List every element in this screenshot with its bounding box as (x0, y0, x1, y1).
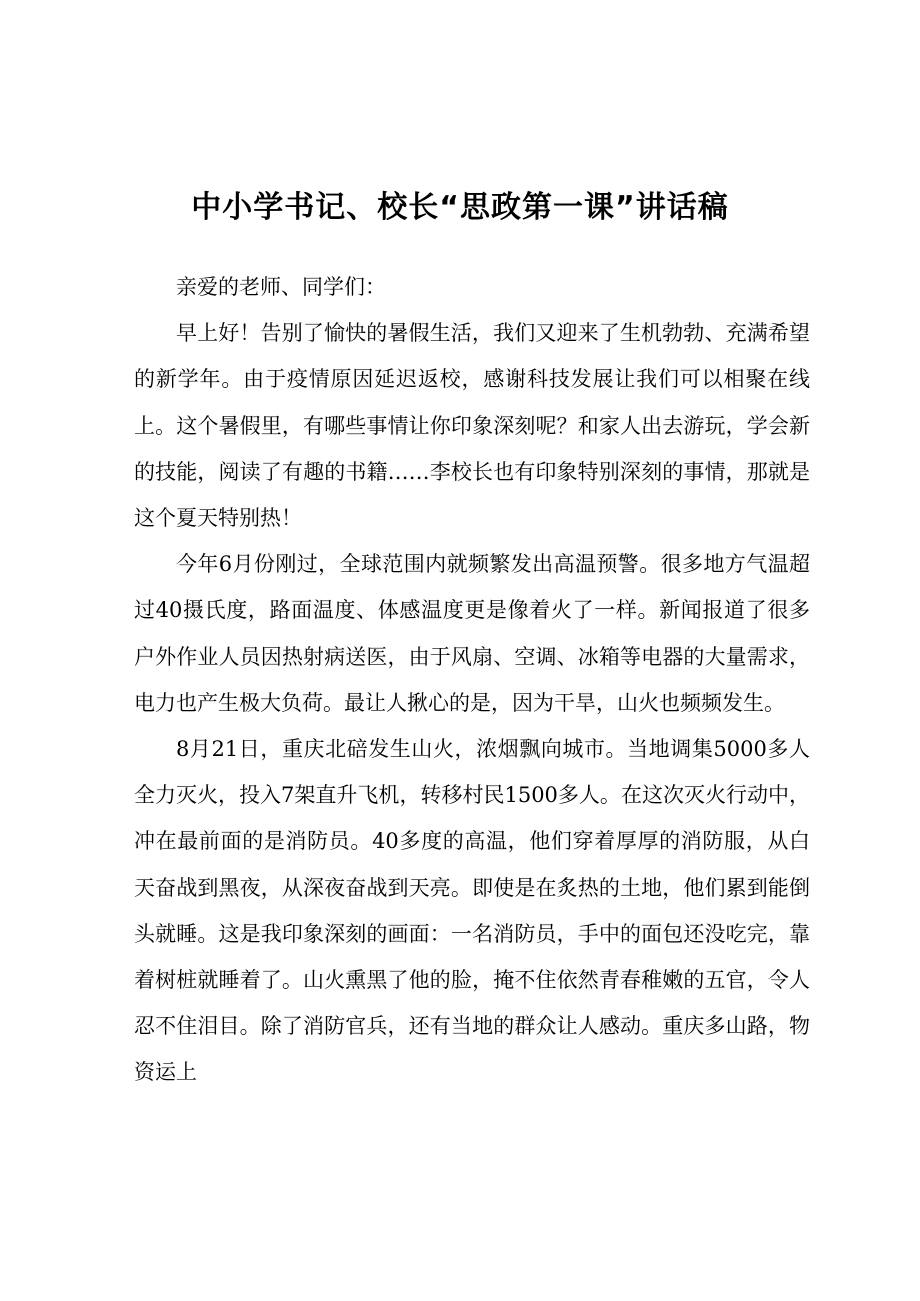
paragraph-heat-wave: 今年6月份刚过，全球范围内就频繁发出高温预警。很多地方气温超过40摄氏度，路面温度、体感温度更是像着火了一样。新闻报道了很多户外作业人员因热射病送医，由于风扇、空调、冰箱等电器的大量需求，电力也产生极大负荷。最让人揪心的是，因为干旱，山火也频频发生。 (134, 552, 810, 715)
document-body (134, 264, 810, 1096)
paragraph-greeting: 亲爱的老师、同学们： (176, 275, 386, 299)
paragraph-chongqing-fire: 8月21日，重庆北碚发生山火，浓烟飘向城市。当地调集5000多人全力灭火，投入7架直升飞机，转移村民1500多人。在这次灭火行动中，冲在最前面的是消防员。40多度的高温，他们穿着厚厚的消防服，从白天奋战到黑夜，从深夜奋战到天亮。即使是在炙热的土地，他们累到能倒头就睡。这是我印象深刻的画面：一名消防员，手中的面包还没吃完，靠着树桩就睡着了。山火熏黑了他的脸，掩不住依然青春稚嫩的五官，令人忍不住泪目。除了消防官兵，还有当地的群众让人感动。重庆多山路，物资运上 (134, 737, 810, 1085)
paragraph-summer-vacation: 早上好！告别了愉快的暑假生活，我们又迎来了生机勃勃、充满希望的新学年。由于疫情原因延迟返校，感谢科技发展让我们可以相聚在线上。这个暑假里，有哪些事情让你印象深刻呢？和家人出去游玩，学会新的技能，阅读了有趣的书籍……李校长也有印象特别深刻的事情，那就是这个夏天特别热！ (134, 321, 810, 531)
document-title: 中小学书记、校长“思政第一课”讲话稿 (191, 190, 729, 226)
